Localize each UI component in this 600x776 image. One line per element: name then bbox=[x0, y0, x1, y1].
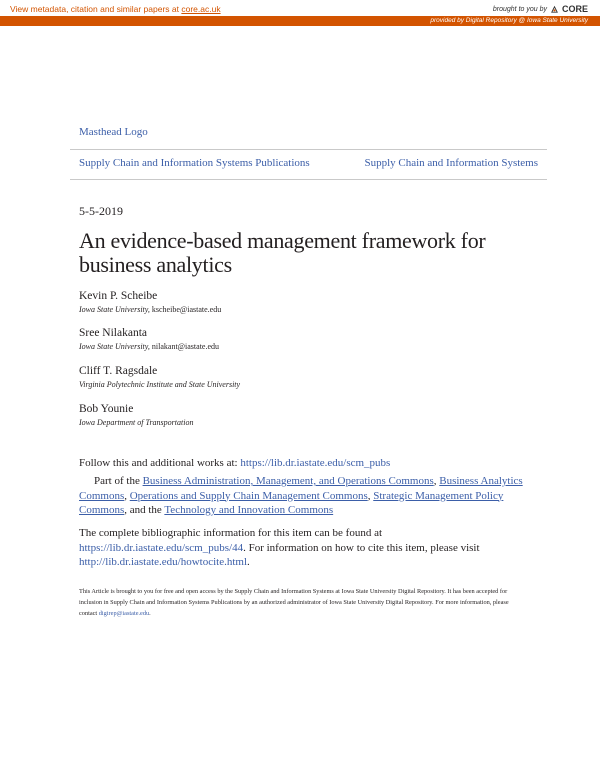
author-name: Cliff T. Ragsdale bbox=[79, 365, 158, 377]
part-of-prefix: Part of the bbox=[94, 475, 143, 487]
separator: , bbox=[124, 489, 130, 502]
core-logo-icon bbox=[550, 5, 559, 14]
notice-end: . bbox=[149, 610, 151, 617]
commons-link[interactable]: Strategic Management Policy Commons bbox=[79, 489, 504, 516]
commons-link[interactable]: Business Administration, Management, and Operations Commons bbox=[142, 475, 434, 487]
citation-info bbox=[79, 526, 519, 570]
citation-text: . For information on how to cite this item, please visit bbox=[243, 541, 480, 554]
author-affiliation: Iowa State University bbox=[79, 342, 148, 351]
core-metadata-line bbox=[10, 4, 221, 14]
author-name: Bob Younie bbox=[79, 403, 134, 415]
and-the-text: , and the bbox=[124, 504, 165, 516]
follow-link[interactable]: https://lib.dr.iastate.edu/scm_pubs bbox=[240, 457, 391, 469]
author-block bbox=[79, 402, 193, 429]
author-block bbox=[79, 364, 240, 391]
core-metadata-text: View metadata, citation and similar papers at bbox=[10, 4, 182, 14]
author-email: kscheibe@iastate.edu bbox=[151, 305, 222, 314]
brought-by-text: brought to you by bbox=[492, 5, 547, 13]
author-block bbox=[79, 289, 221, 316]
author-block bbox=[79, 326, 219, 353]
header-divider-top bbox=[70, 149, 547, 150]
core-brought-by[interactable] bbox=[493, 4, 588, 14]
author-name: Sree Nilakanta bbox=[79, 327, 148, 339]
author-affiliation-line: Iowa State University, kscheibe@iastate.edu bbox=[79, 305, 222, 314]
author-affiliation-line: Iowa State University, nilakant@iastate.edu bbox=[79, 342, 220, 351]
author-affiliation: Iowa State University bbox=[79, 305, 148, 314]
contact-email-link[interactable]: digirep@iastate.edu bbox=[98, 610, 150, 617]
separator: , bbox=[367, 489, 374, 502]
author-name: Kevin P. Scheibe bbox=[79, 290, 158, 302]
follow-line bbox=[79, 457, 390, 469]
publication-date: 5-5-2019 bbox=[79, 204, 123, 218]
notice-text: This Article is brought to you for free and open access by the Supply Chain and Information Systems at Iowa State University Digital Repository. It has been accepted for inclusion in Supply Chain and Information Systems Publications by an authorized administrator of Iowa State University Digital Repository. For more information, please contact bbox=[79, 588, 509, 617]
howtocite-link[interactable]: http://lib.dr.iastate.edu/howtocite.html bbox=[79, 556, 248, 568]
department-link[interactable]: Supply Chain and Information Systems bbox=[364, 157, 538, 169]
core-link[interactable]: core.ac.uk bbox=[181, 4, 221, 14]
header-divider-bottom bbox=[70, 179, 547, 180]
part-of-commons bbox=[79, 474, 525, 518]
commons-link[interactable]: Business Analytics Commons bbox=[79, 475, 523, 502]
core-banner bbox=[0, 0, 600, 28]
author-affiliation: Virginia Polytechnic Institute and State University bbox=[79, 380, 241, 389]
masthead-logo-link[interactable]: Masthead Logo bbox=[79, 126, 148, 138]
commons-link[interactable]: Technology and Innovation Commons bbox=[164, 504, 334, 516]
separator: , bbox=[433, 475, 440, 487]
series-link[interactable]: Supply Chain and Information Systems Publications bbox=[79, 157, 310, 169]
author-affiliation: Iowa Department of Transportation bbox=[79, 418, 194, 427]
follow-text: Follow this and additional works at: bbox=[79, 457, 241, 469]
commons-link[interactable]: Operations and Supply Chain Management Commons bbox=[129, 489, 368, 502]
author-email: nilakant@iastate.edu bbox=[151, 342, 220, 351]
item-link[interactable]: https://lib.dr.iastate.edu/scm_pubs/44 bbox=[79, 541, 244, 554]
access-notice bbox=[79, 586, 524, 619]
core-provided-by[interactable]: provided by Digital Repository @ Iowa State University bbox=[430, 17, 588, 24]
core-logo-text: CORE bbox=[561, 4, 588, 14]
paper-title: An evidence-based management framework for business analytics bbox=[79, 228, 486, 277]
citation-text: The complete bibliographic information for this item can be found at bbox=[79, 527, 383, 539]
citation-end: . bbox=[247, 556, 250, 568]
